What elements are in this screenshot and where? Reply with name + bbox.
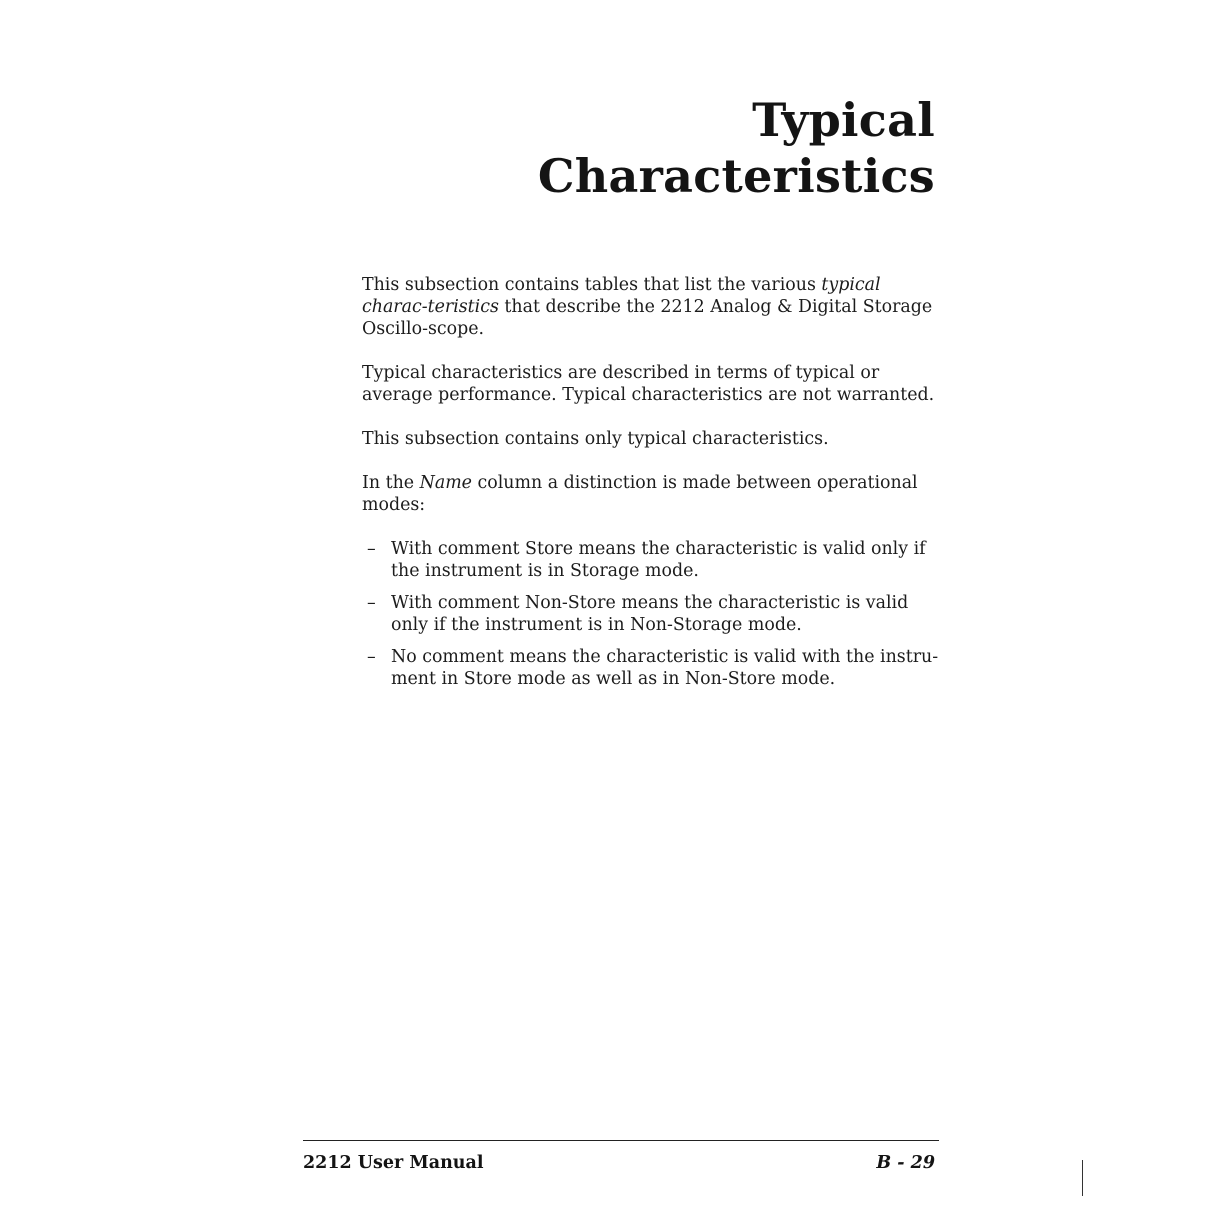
body-text [362, 274, 942, 700]
footer-page-number: B - 29 [876, 1153, 935, 1173]
name-column-paragraph [362, 472, 942, 516]
scope-paragraph: This subsection contains only typical characteristics. [362, 429, 829, 449]
list-item-text: No comment means the characteristic is valid with the instru-ment in Store mode as well as in Non-Store mode. [391, 647, 939, 689]
list-item [362, 646, 942, 690]
title-line-1: Typical [752, 93, 935, 147]
list-item [362, 538, 942, 582]
footer-manual-title: 2212 User Manual [303, 1153, 484, 1173]
name-column-text-b: column a distinction is made between operational modes: [362, 473, 918, 515]
intro-text-a: This subsection contains tables that list the various [362, 275, 822, 295]
dash-bullet: – [367, 647, 376, 667]
dash-bullet: – [367, 593, 376, 613]
list-item [362, 592, 942, 636]
typical-definition-paragraph: Typical characteristics are described in terms of typical or average performance. Typical characteristics are not warranted. [362, 363, 935, 405]
list-item-text: With comment Store means the characteristic is valid only if the instrument is in Storage mode. [391, 539, 926, 581]
intro-paragraph [362, 274, 942, 340]
intro-text-b: that describe the 2212 Analog & Digital Storage Oscillo-scope. [362, 297, 933, 339]
name-column-text-a: In the [362, 473, 420, 493]
footer-divider [303, 1140, 939, 1141]
title-line-2: Characteristics [537, 149, 935, 203]
dash-bullet: – [367, 539, 376, 559]
mode-list [362, 538, 942, 690]
list-item-text: With comment Non-Store means the characteristic is valid only if the instrument is in Non-Storage mode. [391, 593, 909, 635]
intro-emphasis: typical charac-teristics [362, 275, 881, 317]
page-title [538, 92, 935, 204]
scan-edge-mark [1082, 1160, 1083, 1196]
name-column-emphasis: Name [419, 473, 472, 493]
